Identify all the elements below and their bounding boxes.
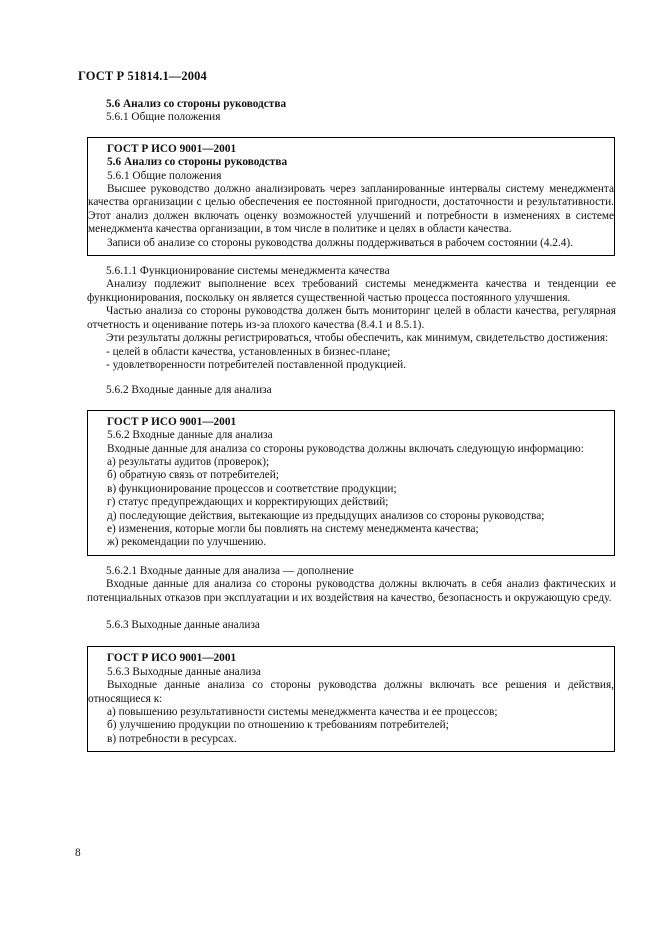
list-item: а) результаты аудитов (проверок); — [107, 455, 270, 468]
list-item: - целей в области качества, установленных в бизнес-плане; — [106, 345, 391, 358]
standard-reference: ГОСТ Р ИСО 9001—2001 — [107, 142, 237, 155]
box-section-title: 5.6 Анализ со стороны руководства — [107, 156, 288, 169]
box-paragraph: Высшее руководство должно анализировать через запланированные интервалы систему менеджмента качества организации с целью обеспечения ее постоянной пригодности, достаточности и результативности. Этот анализ должен включать оценку возможностей улучшений и потребности в изменениях в системе менеджмента качества организации, в том числе в политике и целях в области качества. — [88, 183, 614, 236]
paragraph: Частью анализа со стороны руководства должен быть мониторинг целей в области качества, регулярная отчетность и оценивание потерь из-за плохого качества (8.4.1 и 8.5.1). — [87, 305, 616, 331]
box-subsection-title: 5.6.3 Выходные данные анализа — [107, 665, 261, 678]
list-item: в) функционирование процессов и соответствие продукции; — [107, 482, 397, 495]
list-item: г) статус предупреждающих и корректирующих действий; — [107, 496, 389, 509]
standard-quote-box — [87, 137, 615, 256]
page-content — [87, 98, 616, 752]
list-item: ж) рекомендации по улучшению. — [107, 536, 267, 549]
subsection-title: 5.6.1.1 Функционирование системы менеджмента качества — [106, 265, 390, 278]
standard-quote-box — [87, 410, 615, 556]
document-code-header: ГОСТ Р 51814.1—2004 — [78, 69, 207, 83]
subsection-title: 5.6.2 Входные данные для анализа — [106, 384, 272, 397]
box-paragraph: Входные данные для анализа со стороны руководства должны включать следующую информацию: — [107, 442, 584, 455]
box-subsection-title: 5.6.1 Общие положения — [107, 169, 222, 182]
list-item: б) улучшению продукции по отношению к требованиям потребителей; — [107, 719, 449, 732]
standard-quote-box — [87, 646, 615, 752]
paragraph: Анализу подлежит выполнение всех требований системы менеджмента качества и тенденции ее функционирования, поскольку он является существенной частью процесса постоянного улучшения. — [87, 278, 616, 304]
box-subsection-title: 5.6.2 Входные данные для анализа — [107, 429, 273, 442]
list-item: д) последующие действия, вытекающие из предыдущих анализов со стороны руководства; — [107, 509, 545, 522]
standard-reference: ГОСТ Р ИСО 9001—2001 — [107, 415, 237, 428]
list-item: е) изменения, которые могли бы повлиять на систему менеджмента качества; — [107, 522, 479, 535]
list-item: б) обратную связь от потребителей; — [107, 469, 279, 482]
page-number: 8 — [75, 847, 81, 859]
list-item: в) потребности в ресурсах. — [107, 732, 237, 745]
list-item: - удовлетворенности потребителей поставленной продукцией. — [106, 358, 407, 371]
subsection-title: 5.6.1 Общие положения — [106, 111, 221, 124]
paragraph: Эти результаты должны регистрироваться, чтобы обеспечить, как минимум, свидетельство достижения: — [106, 332, 609, 345]
section-title: 5.6 Анализ со стороны руководства — [106, 98, 287, 110]
subsection-title: 5.6.2.1 Входные данные для анализа — дополнение — [106, 564, 354, 577]
paragraph: Входные данные для анализа со стороны руководства должны включать в себя анализ фактических и потенциальных отказов при эксплуатации и их воздействия на качество, безопасность и окружающую среду. — [87, 578, 616, 604]
subsection-title: 5.6.3 Выходные данные анализа — [106, 619, 260, 631]
box-paragraph: Выходные данные анализа со стороны руководства должны включать все решения и действия, относящиеся к: — [88, 679, 614, 705]
box-paragraph: Записи об анализе со стороны руководства должны поддерживаться в рабочем состоянии (4.2.4). — [107, 236, 574, 249]
standard-reference: ГОСТ Р ИСО 9001—2001 — [107, 652, 237, 665]
list-item: а) повышению результативности системы менеджмента качества и ее процессов; — [107, 706, 498, 719]
